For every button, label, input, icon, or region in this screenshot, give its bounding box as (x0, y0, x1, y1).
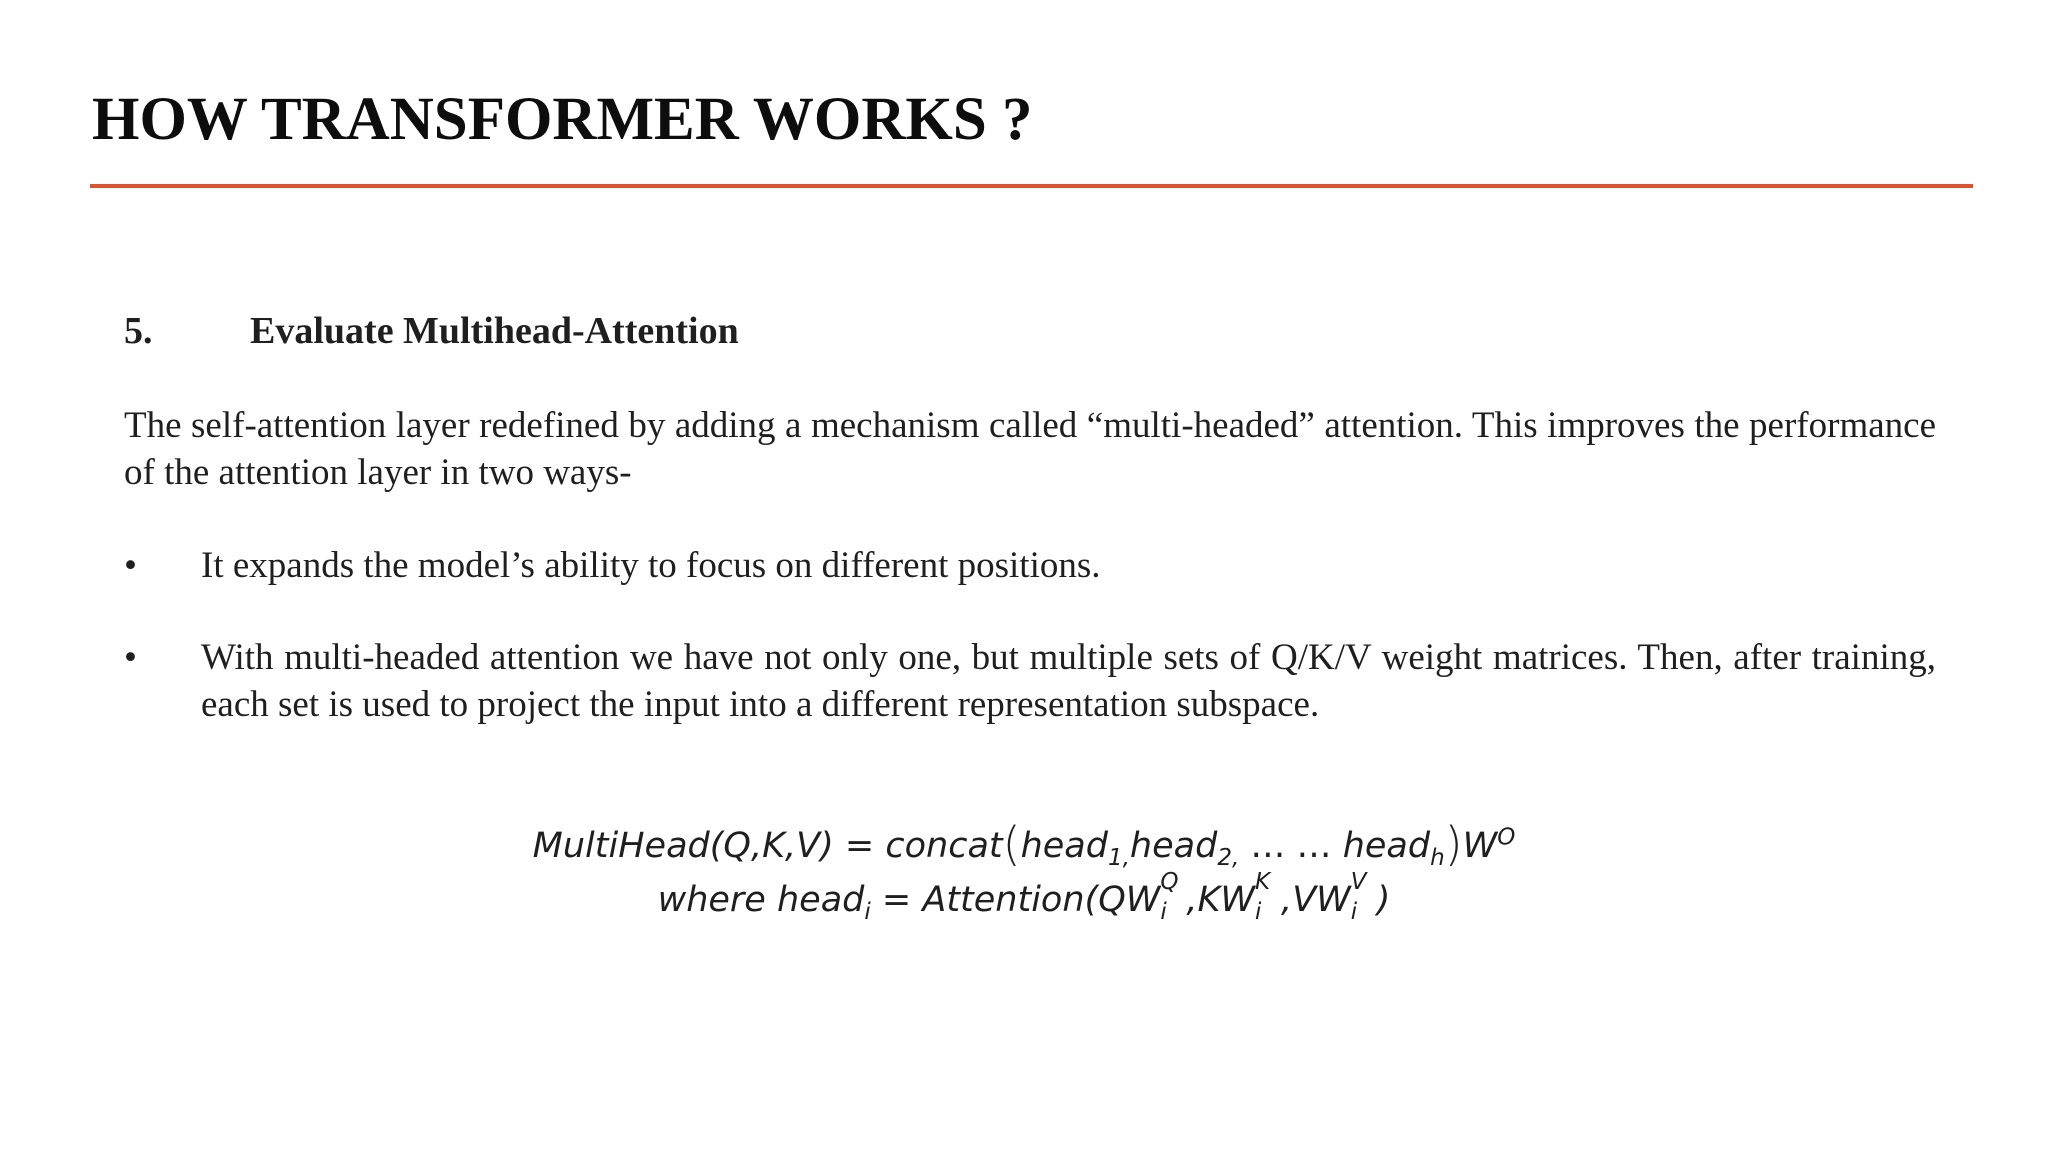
formula-sub: i (864, 899, 871, 925)
formula-qw: QW (1098, 880, 1161, 920)
formula-comma: , (1281, 880, 1293, 920)
slide-title: HOW TRANSFORMER WORKS ? (92, 86, 1033, 153)
section-number: 5. (124, 310, 153, 352)
formula-sup: K (1255, 869, 1271, 895)
formula-head: head (1020, 826, 1108, 866)
formula-equals: = (881, 880, 912, 920)
formula-sub: i (1160, 899, 1167, 925)
formula-open-paren: ( (1002, 817, 1021, 871)
section-heading (124, 308, 739, 354)
formula-sub: 1, (1107, 845, 1130, 871)
formula-sub: i (1350, 899, 1358, 925)
formula-supsub (1160, 869, 1186, 925)
formula-head: head (776, 880, 865, 920)
title-underline (90, 184, 1973, 188)
multihead-formula (0, 818, 2048, 872)
formula-close-paren: ) (1444, 817, 1463, 871)
formula-sup: V (1350, 869, 1367, 895)
bullet-marker: • (124, 545, 137, 586)
formula-head: head (1129, 826, 1218, 866)
bullet-item (124, 634, 1936, 728)
formula-equals: = (844, 826, 875, 866)
formula-concat: concat (885, 826, 1003, 866)
formula-attention: Attention( (922, 880, 1099, 920)
formula-supsub (1350, 869, 1377, 925)
formula-vw: VW (1292, 880, 1351, 920)
formula-where: where (657, 880, 766, 920)
formula-sup: O (1497, 824, 1516, 851)
formula-sub: h (1430, 845, 1445, 871)
formula-ellipsis: … … (1250, 826, 1332, 866)
attention-head-formula (0, 869, 2048, 926)
bullet-marker: • (124, 637, 137, 678)
formula-sub: 2, (1217, 845, 1240, 871)
bullet-item (124, 542, 1936, 589)
formula-comma: , (1186, 880, 1198, 920)
bullet-text: It expands the model’s ability to focus on different positions. (201, 545, 1101, 586)
formula-sub: i (1255, 899, 1262, 925)
section-heading-text: Evaluate Multihead-Attention (250, 310, 739, 352)
formula-w: W (1462, 826, 1498, 866)
bullet-text: With multi-headed attention we have not only one, but multiple sets of Q/K/V weight matrices. Then, after training, each set is used to project the input into a different representation subspace. (201, 637, 1936, 725)
formula-sup: Q (1160, 869, 1179, 895)
formula-supsub (1255, 869, 1281, 925)
formula-kw: KW (1197, 880, 1256, 920)
formula-close: ) (1376, 880, 1391, 920)
formula-lhs: MultiHead(Q,K,V) (532, 826, 834, 866)
formula-head: head (1342, 826, 1431, 866)
intro-paragraph: The self-attention layer redefined by adding a mechanism called “multi-headed” attention. This improves the performance of the attention layer in two ways- (124, 405, 1936, 493)
